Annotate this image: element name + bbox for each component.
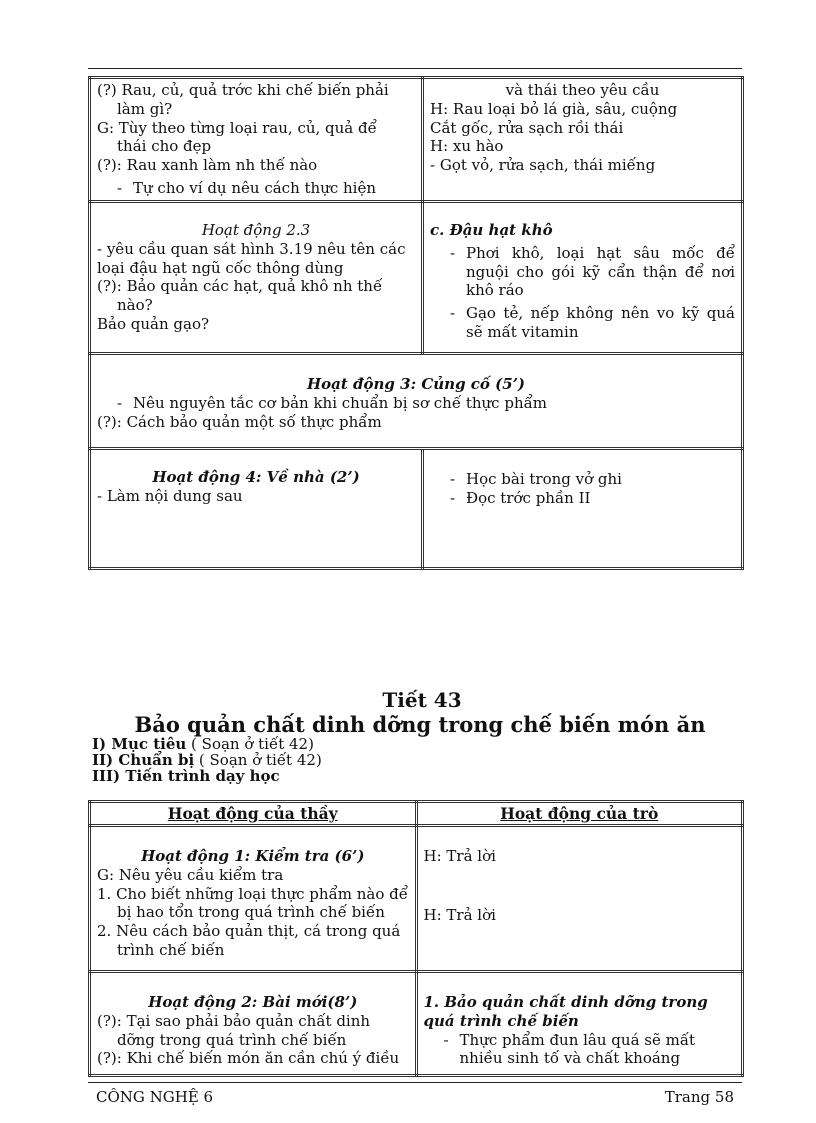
activity-heading: Hoạt động 2.3 xyxy=(201,221,311,239)
section-heading: c. Đậu hạt khô xyxy=(430,221,553,239)
lesson-header xyxy=(92,688,744,784)
section-label: III) Tiến trình dạy học xyxy=(92,766,280,785)
instruction-text: - yêu cầu quan sát hình 3.19 nêu tên các loại đậu hạt ngũ cốc thông dùng xyxy=(97,239,406,277)
column-header-student: Hoạt động của trò xyxy=(416,802,743,826)
question-text: (?): Rau xanh làm nh thế nào xyxy=(97,156,318,174)
section-note: ( Soạn ở tiết 42) xyxy=(194,750,322,769)
activity-heading: Hoạt động 1: Kiểm tra (6’) xyxy=(141,847,365,865)
section-procedure xyxy=(92,766,744,785)
section-heading: 1. Bảo quản chất dinh dỡng trong quá trình chế biến xyxy=(423,993,708,1030)
activity-table-1 xyxy=(88,76,744,570)
student-cell xyxy=(423,202,743,354)
instruction-text: - Làm nội dung sau xyxy=(97,486,243,505)
column-header-teacher: Hoạt động của thầy xyxy=(90,802,417,826)
bullet-item: - Tự cho ví dụ nêu cách thực hiện xyxy=(97,179,415,198)
lesson-title: Tiết 43 xyxy=(382,688,462,712)
bullet-item: - Đọc trớc phần II xyxy=(430,489,735,508)
teacher-cell xyxy=(90,449,423,569)
student-cell xyxy=(416,826,743,972)
page-footer xyxy=(96,1088,734,1106)
answer-text: và thái theo yêu cầu xyxy=(505,81,660,99)
bottom-rule xyxy=(88,1082,742,1083)
table-header-row xyxy=(90,802,743,826)
question-text: dỡng trong quá trình chế biến xyxy=(117,1030,347,1049)
question-text: nào? xyxy=(117,296,153,314)
question-text: (?): Khi chế biến món ăn cần chú ý điều xyxy=(97,1049,400,1068)
table-row xyxy=(90,78,743,202)
teacher-cell xyxy=(90,826,417,972)
summary-cell xyxy=(90,354,743,449)
guide-text: thái cho đẹp xyxy=(117,137,212,156)
table-row xyxy=(90,972,743,1076)
page-number: Trang 58 xyxy=(664,1088,734,1106)
bullet-item: - Phơi khô, loại hạt sâu mốc để nguội cho gói kỹ cẩn thận để nơi khô ráo xyxy=(430,244,735,300)
student-cell xyxy=(423,449,743,569)
guide-text: G: Tùy theo từng loại rau, củ, quả để xyxy=(97,118,377,137)
activity-table-2 xyxy=(88,800,744,1077)
table-row xyxy=(90,449,743,569)
activity-heading: Hoạt động 4: Về nhà (2’) xyxy=(152,468,360,486)
answer-text: - Gọt vỏ, rửa sạch, thái miếng xyxy=(430,156,656,174)
footer-subject: CÔNG NGHỆ 6 xyxy=(96,1088,214,1106)
table-row xyxy=(90,202,743,354)
question-text: (?) Rau, củ, quả trớc khi chế biến phải xyxy=(97,81,389,99)
teacher-cell xyxy=(90,202,423,354)
list-item: 2. Nêu cách bảo quản thịt, cá trong quá xyxy=(97,922,401,940)
student-cell xyxy=(423,78,743,202)
question-text: (?): Cách bảo quản một số thực phẩm xyxy=(97,412,382,431)
section-label: I) Mục tiêu xyxy=(92,735,187,753)
section-note: ( Soạn ở tiết 42) xyxy=(186,735,314,753)
teacher-cell xyxy=(90,972,417,1076)
section-label: II) Chuẩn bị xyxy=(92,750,195,769)
teacher-cell xyxy=(90,78,423,202)
answer-text: H: Trả lời xyxy=(423,847,496,865)
bullet-item: - Thực phẩm đun lâu quá sẽ mất nhiều sinh tố và chất khoáng xyxy=(424,1031,736,1069)
answer-text: H: Trả lời xyxy=(423,905,496,924)
instruction-text: G: Nêu yêu cầu kiểm tra xyxy=(97,865,284,884)
activity-heading: Hoạt động 3: Củng cố (5’) xyxy=(306,375,526,393)
bullet-item: - Nêu nguyên tắc cơ bản khi chuẩn bị sơ chế thực phẩm xyxy=(97,394,735,413)
question-text: (?): Bảo quản các hạt, quả khô nh thế xyxy=(97,277,383,296)
question-text: (?): Tại sao phải bảo quản chất dinh xyxy=(97,1011,371,1030)
answer-text: H: Rau loại bỏ lá già, sâu, cuộng xyxy=(430,99,678,118)
bullet-item: - Học bài trong vở ghi xyxy=(430,470,735,489)
question-text: làm gì? xyxy=(117,99,173,118)
lesson-subtitle: Bảo quản chất dinh dỡng trong chế biến món ăn xyxy=(134,712,706,737)
question-text: Bảo quản gạo? xyxy=(97,314,210,333)
top-rule xyxy=(88,68,742,69)
bullet-item: - Gạo tẻ, nếp không nên vo kỹ quá sẽ mất vitamin xyxy=(430,304,735,342)
answer-text: H: xu hào xyxy=(430,137,504,156)
answer-text: Cắt gốc, rửa sạch rồi thái xyxy=(430,118,624,137)
list-item: bị hao tổn trong quá trình chế biến xyxy=(117,903,385,922)
list-item: 1. Cho biết những loại thực phẩm nào để xyxy=(97,884,408,903)
table-row xyxy=(90,826,743,972)
table-row xyxy=(90,354,743,449)
activity-heading: Hoạt động 2: Bài mới(8’) xyxy=(148,993,358,1011)
student-cell xyxy=(416,972,743,1076)
list-item: trình chế biến xyxy=(117,940,225,959)
